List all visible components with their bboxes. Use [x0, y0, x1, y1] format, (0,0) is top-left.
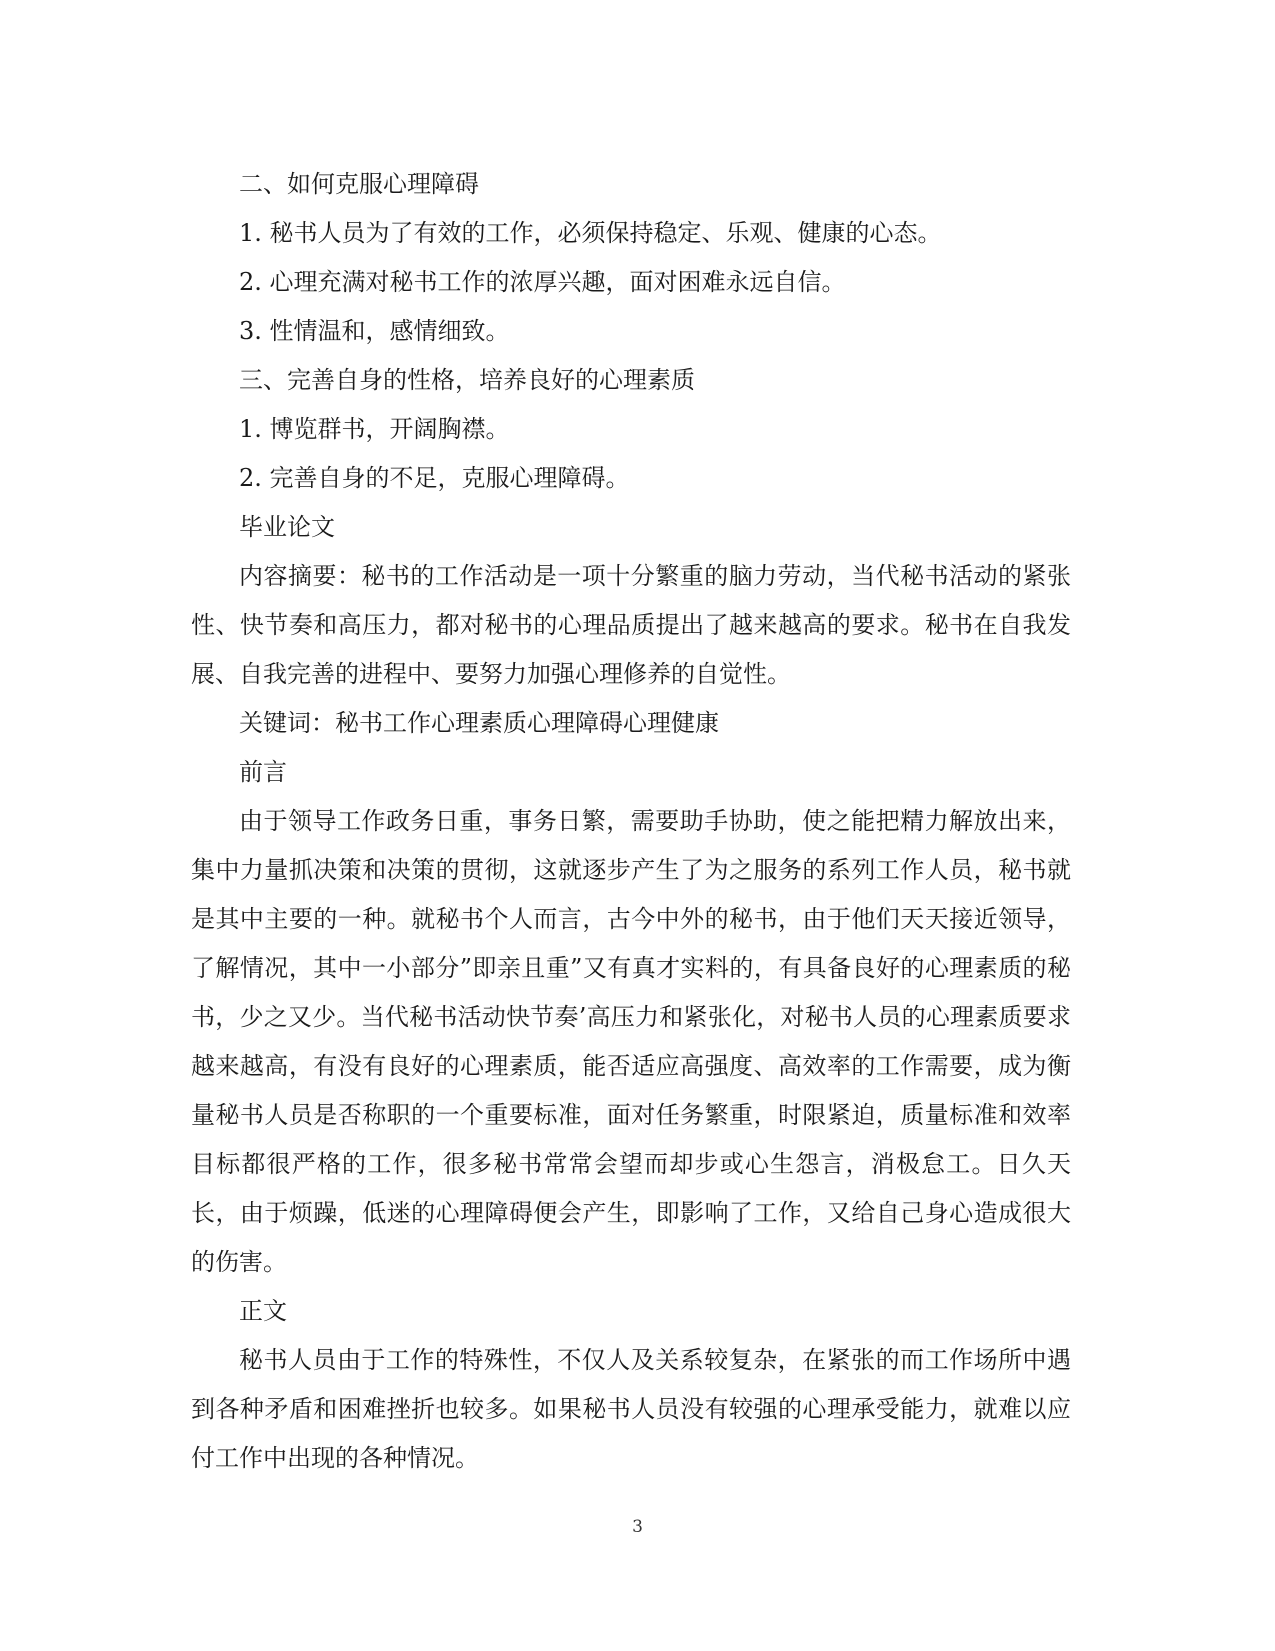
document-body: [191, 160, 1071, 1483]
list-item: 3. 性情温和，感情细致。: [239, 317, 510, 345]
main-text-paragraph: 秘书人员由于工作的特殊性，不仅人及关系较复杂，在紧张的而工作场所中遇到各种矛盾和困难挫折也较多。如果秘书人员没有较强的心理承受能力，就难以应付工作中出现的各种情况。: [191, 1346, 1071, 1472]
list-item: 2. 完善自身的不足，克服心理障碍。: [239, 464, 630, 492]
keywords-paragraph: 关键词：秘书工作心理素质心理障碍心理健康: [239, 709, 719, 737]
list-item: 2. 心理充满对秘书工作的浓厚兴趣，面对困难永远自信。: [239, 268, 846, 296]
thesis-label: 毕业论文: [239, 513, 335, 541]
page-number: 3: [632, 1517, 643, 1537]
main-text-heading: 正文: [239, 1297, 287, 1325]
preface-heading: 前言: [239, 758, 287, 786]
abstract-paragraph: 内容摘要：秘书的工作活动是一项十分繁重的脑力劳动，当代秘书活动的紧张性、快节奏和高压力，都对秘书的心理品质提出了越来越高的要求。秘书在自我发展、自我完善的进程中、要努力加强心理修养的自觉性。: [191, 562, 1071, 688]
list-item: 1. 秘书人员为了有效的工作，必须保持稳定、乐观、健康的心态。: [239, 219, 942, 247]
section-heading-overcome-barriers: 二、如何克服心理障碍: [239, 170, 479, 198]
list-item: 1. 博览群书，开阔胸襟。: [239, 415, 510, 443]
section-heading-improve-character: 三、完善自身的性格，培养良好的心理素质: [239, 366, 695, 394]
preface-paragraph: 由于领导工作政务日重，事务日繁，需要助手协助，使之能把精力解放出来，集中力量抓决策和决策的贯彻，这就逐步产生了为之服务的系列工作人员，秘书就是其中主要的一种。就秘书个人而言，古今中外的秘书，由于他们天天接近领导，了解情况，其中一小部分”即亲且重”又有真才实料的，有具备良好的心理素质的秘书，少之又少。当代秘书活动快节奏’高压力和紧张化，对秘书人员的心理素质要求越来越高，有没有良好的心理素质，能否适应高强度、高效率的工作需要，成为衡量秘书人员是否称职的一个重要标准，面对任务繁重，时限紧迫，质量标准和效率目标都很严格的工作，很多秘书常常会望而却步或心生怨言，消极怠工。日久天长，由于烦躁，低迷的心理障碍便会产生，即影响了工作，又给自己身心造成很大的伤害。: [191, 807, 1071, 1276]
